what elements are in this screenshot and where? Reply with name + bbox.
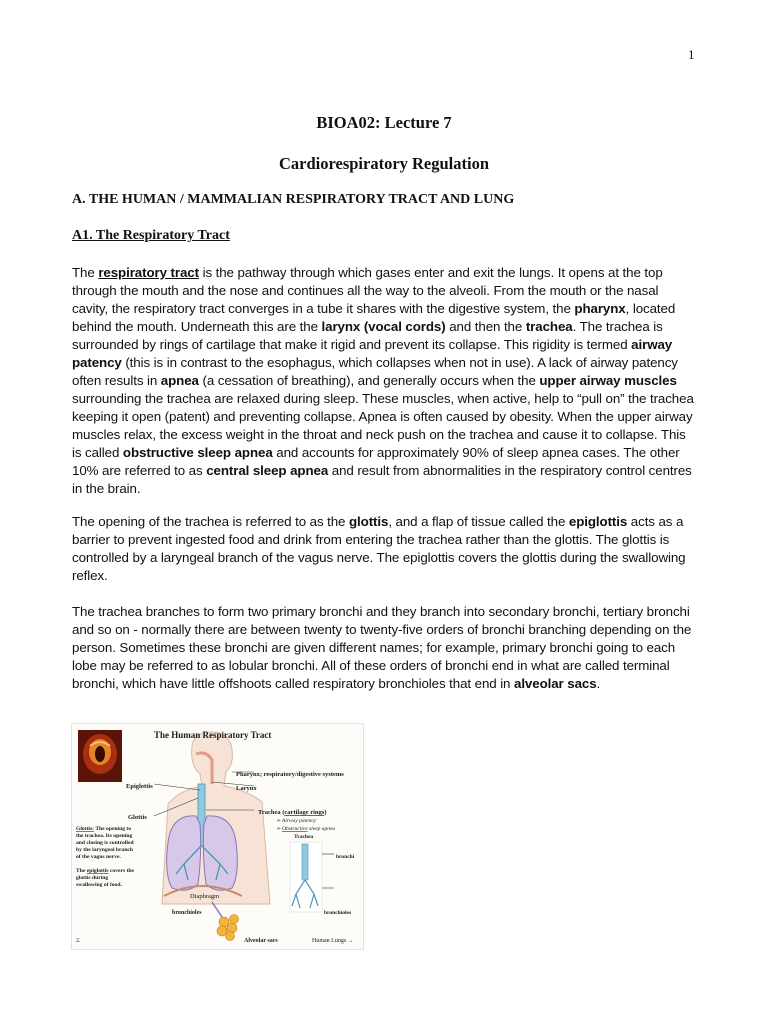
label-obstructive-sleep-apnea: ➢ Obstructive sleep apnea [276,826,336,832]
term-central-sleep-apnea: central sleep apnea [206,463,329,478]
figure-footer-link: Human Lungs → [312,938,354,944]
respiratory-tract-figure [71,723,364,950]
label-pharynx: Pharynx; respiratory/digestive systems [236,771,344,778]
label-inset-trachea: Trachea [294,834,314,840]
section-heading-a: A. THE HUMAN / MAMMALIAN RESPIRATORY TRACT AND LUNG [72,192,515,207]
bronchial-tree-inset-icon [290,842,322,912]
epiglottis-note: The epiglottis covers the glottis during swallowing of food. [76,868,134,888]
label-diaphragm: Diaphragm [190,893,220,900]
label-alveolar-sacs: Alveolar sacs [244,938,278,944]
label-epiglottis: Epiglottis [126,783,153,790]
label-trachea: Trachea (cartilage rings) [258,809,327,816]
throat-photo-icon [78,730,122,782]
figure-title: The Human Respiratory Tract [154,730,272,740]
alveolar-sacs-icon [212,902,239,941]
subsection-heading-a1: A1. The Respiratory Tract [72,228,230,243]
term-glottis: glottis [348,514,389,529]
term-airway-patency: airway patency [72,337,673,370]
document-subtitle: Cardiorespiratory Regulation [278,154,490,173]
label-larynx: Larynx [236,785,257,792]
term-upper-airway-muscles: upper airway muscles [539,373,677,388]
paragraph-respiratory-tract: The respiratory tract is the pathway through which gases enter and exit the lungs. It opens at the top through the mouth and the nose and continues all the way to the alveoli. From the mouth or the nasal cavity, the respiratory tract converges in a tube it shares with the digestive system, the pharynx, located behind the mouth. Underneath this are the larynx (vocal cords) and then the trachea. The trachea is surrounded by rings of cartilage that make it rigid and prevent its collapse. This rigidity is termed airway patency (this is in contrast to the esophagus, which collapses when not in use). A lack of airway patency often results in apnea (a cessation of breathing), and generally occurs when the upper airway muscles surrounding the trachea are relaxed during sleep. These muscles, when active, help to “pull on” the trachea keeping it open (patent) and preventing collapse. Apnea is often caused by obesity. When the upper airway muscles relax, the excess weight in the throat and neck push on the trachea and cause it to collapse. This is called obstructive sleep apnea and accounts for approximately 90% of sleep apnea cases. The other 10% are referred to as central sleep apnea and result from abnormalities in the respiratory control centres in the brain. [72,265,694,496]
term-trachea: trachea [525,319,573,334]
glottis-note: Glottis: The opening to the trachea. Its opening and closing is controlled by the laryngeal branch of the vagus nerve. [76,826,134,860]
label-glottis: Glottis [128,814,147,821]
document-title: BIOA02: Lecture 7 [316,113,452,132]
term-apnea: apnea [160,373,199,388]
paragraph-bronchi: The trachea branches to form two primary bronchi and they branch into secondary bronchi, tertiary bronchi and so on - normally there are between twenty to twenty-five orders of bronchi branching depending on the person. Sometimes these bronchi are given different names; for example, primary bronchi going to each lobe may be referred to as lobular bronchi. All of these orders of bronchi end in what are called terminal bronchi, which have little offshoots called respiratory bronchioles that end in alveolar sacs. [72,604,692,691]
term-respiratory-tract: respiratory tract [98,265,199,280]
figure-footer-number: 2. [76,938,81,944]
page-number: 1 [688,47,695,62]
label-bronchioles: bronchioles [172,910,202,916]
term-obstructive-sleep-apnea: obstructive sleep apnea [122,445,273,460]
term-alveolar-sacs: alveolar sacs [514,676,597,691]
label-inset-bronchi: bronchi [336,854,355,860]
term-epiglottis: epiglottis [568,514,628,529]
label-airway-patency: ➢ Airway patency [276,818,317,824]
paragraph-glottis: The opening of the trachea is referred to as the glottis, and a flap of tissue called the epiglottis acts as a barrier to prevent ingested food and drink from entering the trachea rather than the glottis. The glottis is controlled by a laryngeal branch of the vagus nerve. The epiglottis covers the glottis during the swallowing reflex. [72,514,686,583]
label-inset-bronchioles: bronchioles [324,910,352,916]
term-pharynx: pharynx [574,301,626,316]
term-larynx: larynx (vocal cords) [321,319,446,334]
